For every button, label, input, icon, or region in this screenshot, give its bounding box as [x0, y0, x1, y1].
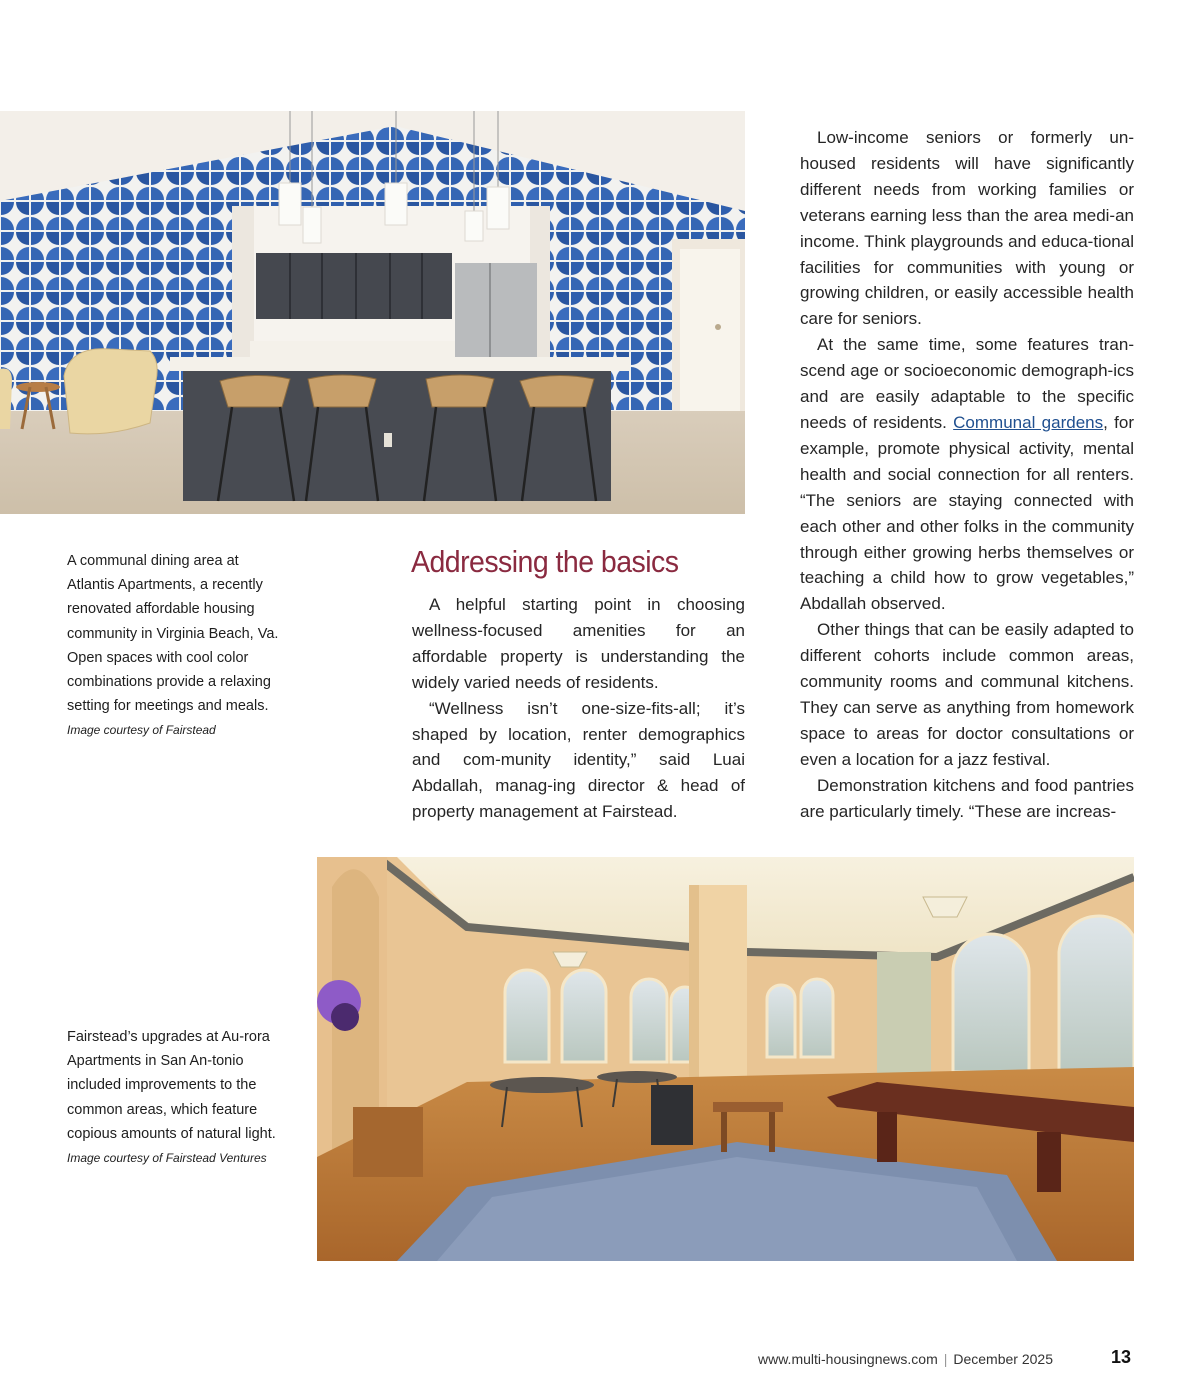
page-number: 13: [1111, 1347, 1132, 1367]
section-heading: Addressing the basics: [411, 544, 679, 579]
paragraph: [800, 332, 1134, 617]
communal-gardens-link[interactable]: Communal gardens: [953, 412, 1104, 432]
photo-atlantis-dining-area: [0, 111, 745, 514]
paragraph-text: At the same time, some features tran-scend age or socioeconomic demograph-ics and are easily adaptable to the specific needs of residents.: [800, 335, 1134, 432]
body-column-middle: [412, 592, 745, 825]
photo-caption-aurora: [67, 1025, 282, 1170]
image-credit: Image courtesy of Fairstead Ventures: [67, 1151, 267, 1166]
paragraph: Demonstration kitchens and food pantries are particularly timely. “These are increas-: [800, 775, 1134, 821]
body-column-right: [800, 125, 1134, 824]
caption-text: Fairstead’s upgrades at Au-rora Apartments in San An-tonio included improvements to the common areas, which feature copious amounts of natural light.: [67, 1029, 276, 1142]
photo-caption-atlantis: [67, 549, 282, 743]
paragraph: Other things that can be easily adapted to different cohorts include common areas, community rooms and communal kitchens. They can serve as anything from homework space to areas for doctor consultations or even a location for a jazz festival.: [800, 620, 1134, 769]
paragraph: A helpful starting point in choosing wellness-focused amenities for an affordable property is understanding the widely varied needs of residents.: [412, 595, 745, 692]
footer-url: www.multi-housingnews.com: [758, 1351, 938, 1367]
paragraph: Low-income seniors or formerly un-housed residents will have significantly different needs from working families or veterans earning less than the area medi-an income. Think playgrounds and educa-tional facilities for communities with young or growing children, or easily accessible health care for seniors.: [800, 128, 1134, 329]
paragraph: “Wellness isn’t one-size-fits-all; it’s shaped by location, renter demographics and com-munity identity,” said Luai Abdallah, manag-ing director & head of property management at Fairstead.: [412, 698, 745, 822]
photo-aurora-common-area: [317, 857, 1134, 1261]
caption-text: A communal dining area at Atlantis Apartments, a recently renovated affordable housing community in Virginia Beach, Va. Open spaces with cool color combinations provide a relaxing setting for meetings and meals.: [67, 553, 279, 715]
page-footer: [758, 1351, 1053, 1367]
image-credit: Image courtesy of Fairstead: [67, 723, 216, 738]
paragraph-text: , for example, promote physical activity, mental health and social connection for all renters. “The seniors are staying connected with each other and other folks in the community through either growing herbs themselves or teaching a child how to grow vegetables,” Abdallah observed.: [800, 412, 1134, 614]
footer-separator: |: [943, 1351, 948, 1367]
footer-date: December 2025: [953, 1351, 1053, 1367]
